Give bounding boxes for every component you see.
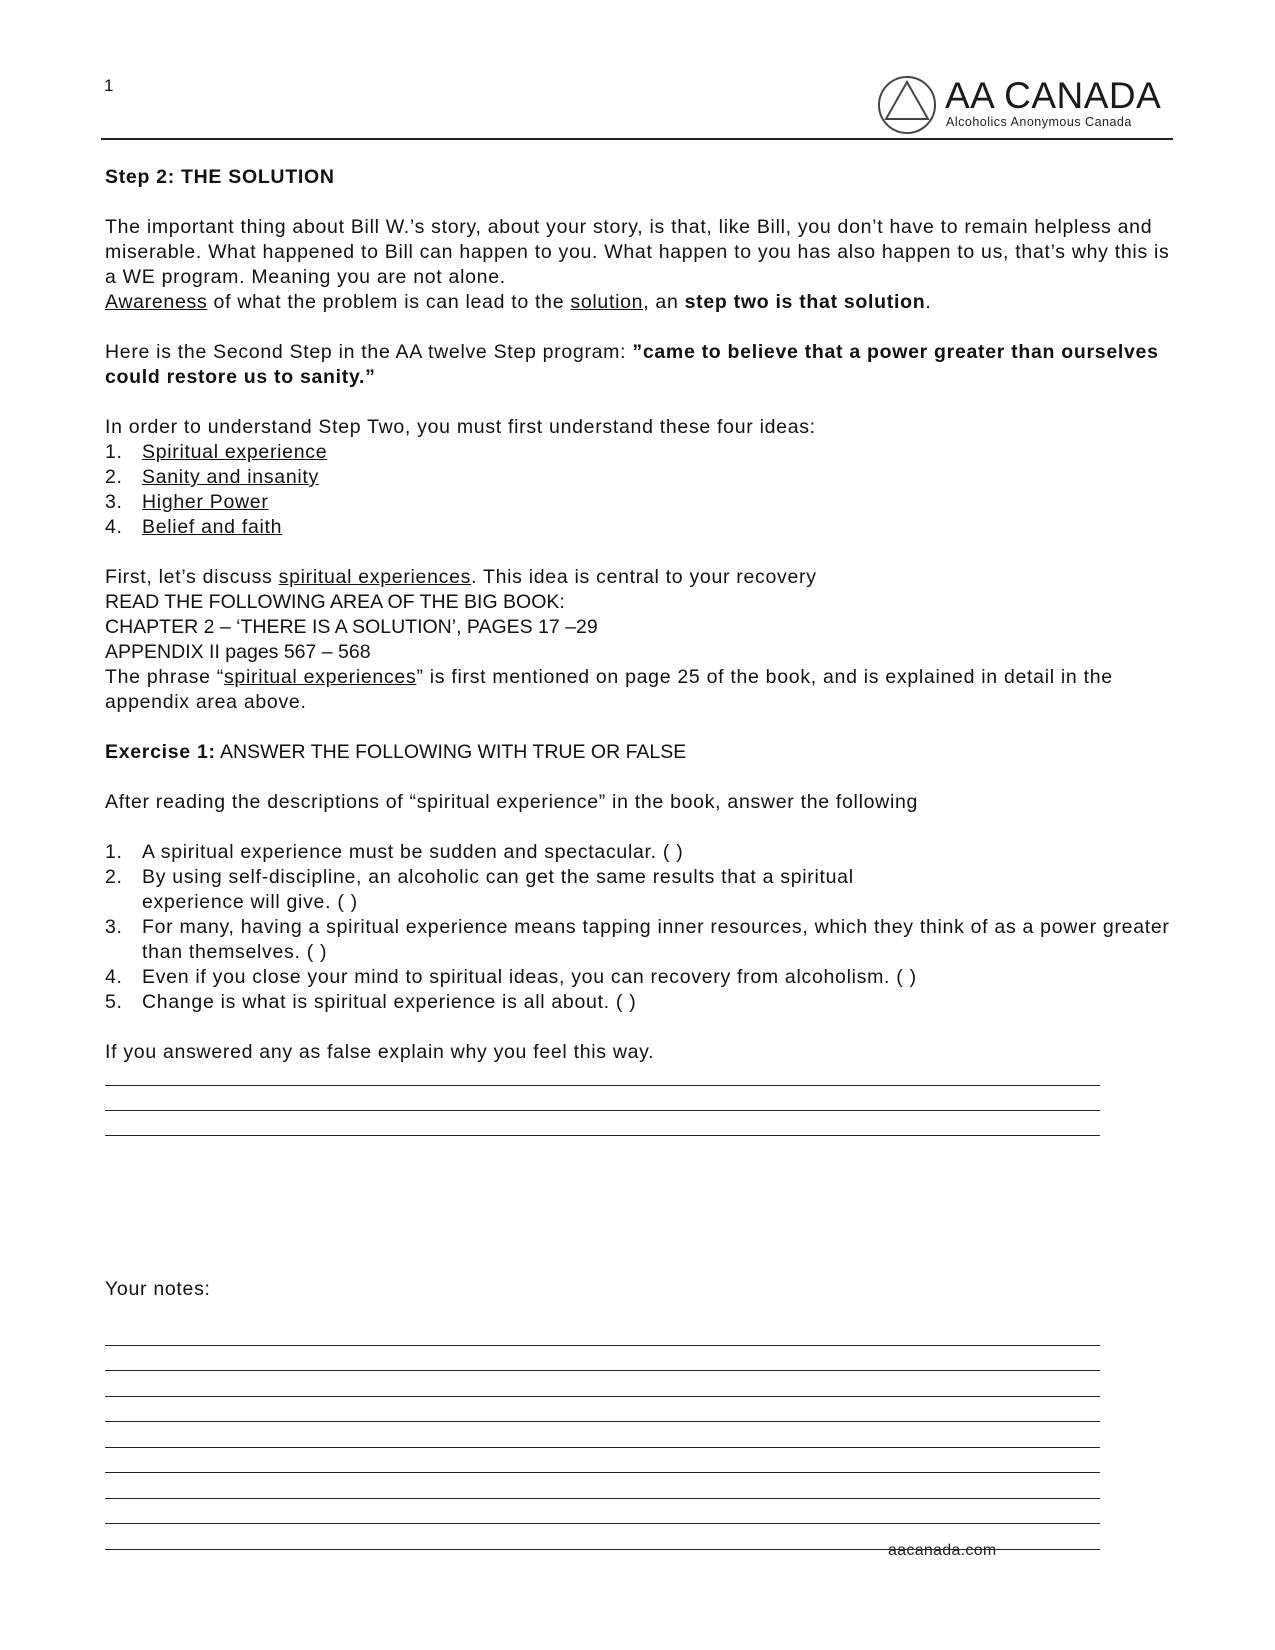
list-item: [105, 465, 1185, 490]
phrase-post: ” is first mentioned on page 25 of the book, and is explained in detail in the appendix area above.: [105, 666, 1113, 713]
header-divider: [101, 138, 1173, 140]
read-instruction: READ THE FOLLOWING AREA OF THE BIG BOOK:: [105, 591, 565, 613]
idea-belief-faith: Belief and faith: [142, 516, 283, 538]
idea-higher-power: Higher Power: [142, 491, 269, 513]
page-number: 1: [104, 76, 114, 95]
answer-line[interactable]: [105, 1090, 1100, 1115]
discuss-first-pre: First, let’s discuss: [105, 566, 279, 588]
list-item: [105, 990, 1185, 1015]
list-number: 3.: [105, 916, 123, 938]
list-item: [105, 915, 1185, 965]
question-text: By using self-discipline, an alcoholic can get the same results that a spiritual experience will give. ( ): [142, 866, 854, 913]
list-item: [105, 965, 1185, 990]
discuss-paragraph: [105, 565, 1185, 715]
document-body: [105, 165, 1185, 1579]
question-text: Change is what is spiritual experience is all about. ( ): [142, 991, 637, 1013]
list-item: [105, 840, 1185, 865]
discuss-first-post: . This idea is central to your recovery: [471, 566, 817, 588]
notes-line[interactable]: [105, 1324, 1100, 1350]
logo-title: AA CANADA: [945, 75, 1162, 116]
intro-period: .: [925, 291, 932, 313]
discuss-first-link: spiritual experiences: [278, 566, 472, 588]
question-text: A spiritual experience must be sudden and spectacular. ( ): [142, 841, 684, 863]
exercise-title: ANSWER THE FOLLOWING WITH TRUE OR FALSE: [215, 741, 687, 763]
question-text: Even if you close your mind to spiritual ideas, you can recovery from alcoholism. ( ): [142, 966, 917, 988]
step-heading: Step 2: THE SOLUTION: [105, 166, 335, 188]
list-number: 3.: [105, 491, 123, 513]
notes-line[interactable]: [105, 1350, 1100, 1376]
list-number: 4.: [105, 966, 123, 988]
intro-paragraph: [105, 215, 1185, 315]
question-text: For many, having a spiritual experience means tapping inner resources, which they think of as a power greater than themselves. ( ): [142, 916, 1170, 963]
explain-prompt: If you answered any as false explain why you feel this way.: [105, 1041, 655, 1063]
second-step-paragraph: [105, 340, 1185, 390]
circle-triangle-icon: [876, 74, 938, 136]
list-number: 4.: [105, 516, 123, 538]
second-step-quote: ”came to believe that a power greater than ourselves could restore us to sanity.”: [105, 341, 1159, 388]
notes-line[interactable]: [105, 1426, 1100, 1452]
solution-term: solution: [570, 291, 644, 313]
notes-line[interactable]: [105, 1477, 1100, 1503]
four-ideas-lead: In order to understand Step Two, you must first understand these four ideas:: [105, 416, 816, 438]
notes-lines: [105, 1324, 1185, 1554]
list-number: 2.: [105, 466, 123, 488]
list-number: 1.: [105, 441, 123, 463]
chapter-reference: CHAPTER 2 – ‘THERE IS A SOLUTION’, PAGES 17 –29: [105, 616, 598, 638]
exercise-heading: [105, 740, 1185, 765]
second-step-lead: Here is the Second Step in the AA twelve Step program:: [105, 341, 633, 363]
logo-subtitle: Alcoholics Anonymous Canada: [946, 115, 1132, 129]
idea-spiritual-experience: Spiritual experience: [142, 441, 328, 463]
answer-line[interactable]: [105, 1115, 1100, 1140]
exercise-instructions: After reading the descriptions of “spiritual experience” in the book, answer the following: [105, 791, 919, 813]
phrase-link: spiritual experiences: [223, 666, 417, 688]
intro-bold: step two is that solution: [684, 291, 926, 313]
list-item: [105, 515, 1185, 540]
notes-label: Your notes:: [105, 1278, 211, 1300]
explain-answer-lines: [105, 1065, 1185, 1140]
notes-line[interactable]: [105, 1452, 1100, 1478]
list-number: 5.: [105, 991, 123, 1013]
intro-mid: of what the problem is can lead to the: [207, 291, 571, 313]
answer-line[interactable]: [105, 1065, 1100, 1090]
list-item: [105, 440, 1185, 465]
intro-text: The important thing about Bill W.’s story, about your story, is that, like Bill, you don’t have to remain helpless and miserable. What happened to Bill can happen to you. What happen to you has also happen to us, that’s why this is a WE program. Meaning you are not alone.: [105, 216, 1170, 288]
phrase-pre: The phrase “: [105, 666, 224, 688]
four-ideas-list: [105, 440, 1185, 540]
list-item: [105, 490, 1185, 515]
appendix-reference: APPENDIX II pages 567 – 568: [105, 641, 371, 663]
notes-line[interactable]: [105, 1503, 1100, 1529]
list-number: 2.: [105, 866, 123, 888]
footer-url: aacanada.com: [888, 1542, 997, 1559]
intro-comma: , an: [643, 291, 685, 313]
exercise-label: Exercise 1:: [105, 741, 216, 763]
idea-sanity: Sanity and insanity: [142, 466, 319, 488]
notes-line[interactable]: [105, 1401, 1100, 1427]
list-item: [105, 865, 862, 915]
aa-canada-logo: [876, 74, 1176, 136]
awareness-term: Awareness: [105, 291, 208, 313]
list-number: 1.: [105, 841, 123, 863]
exercise-list: [105, 840, 1185, 1015]
notes-line[interactable]: [105, 1375, 1100, 1401]
